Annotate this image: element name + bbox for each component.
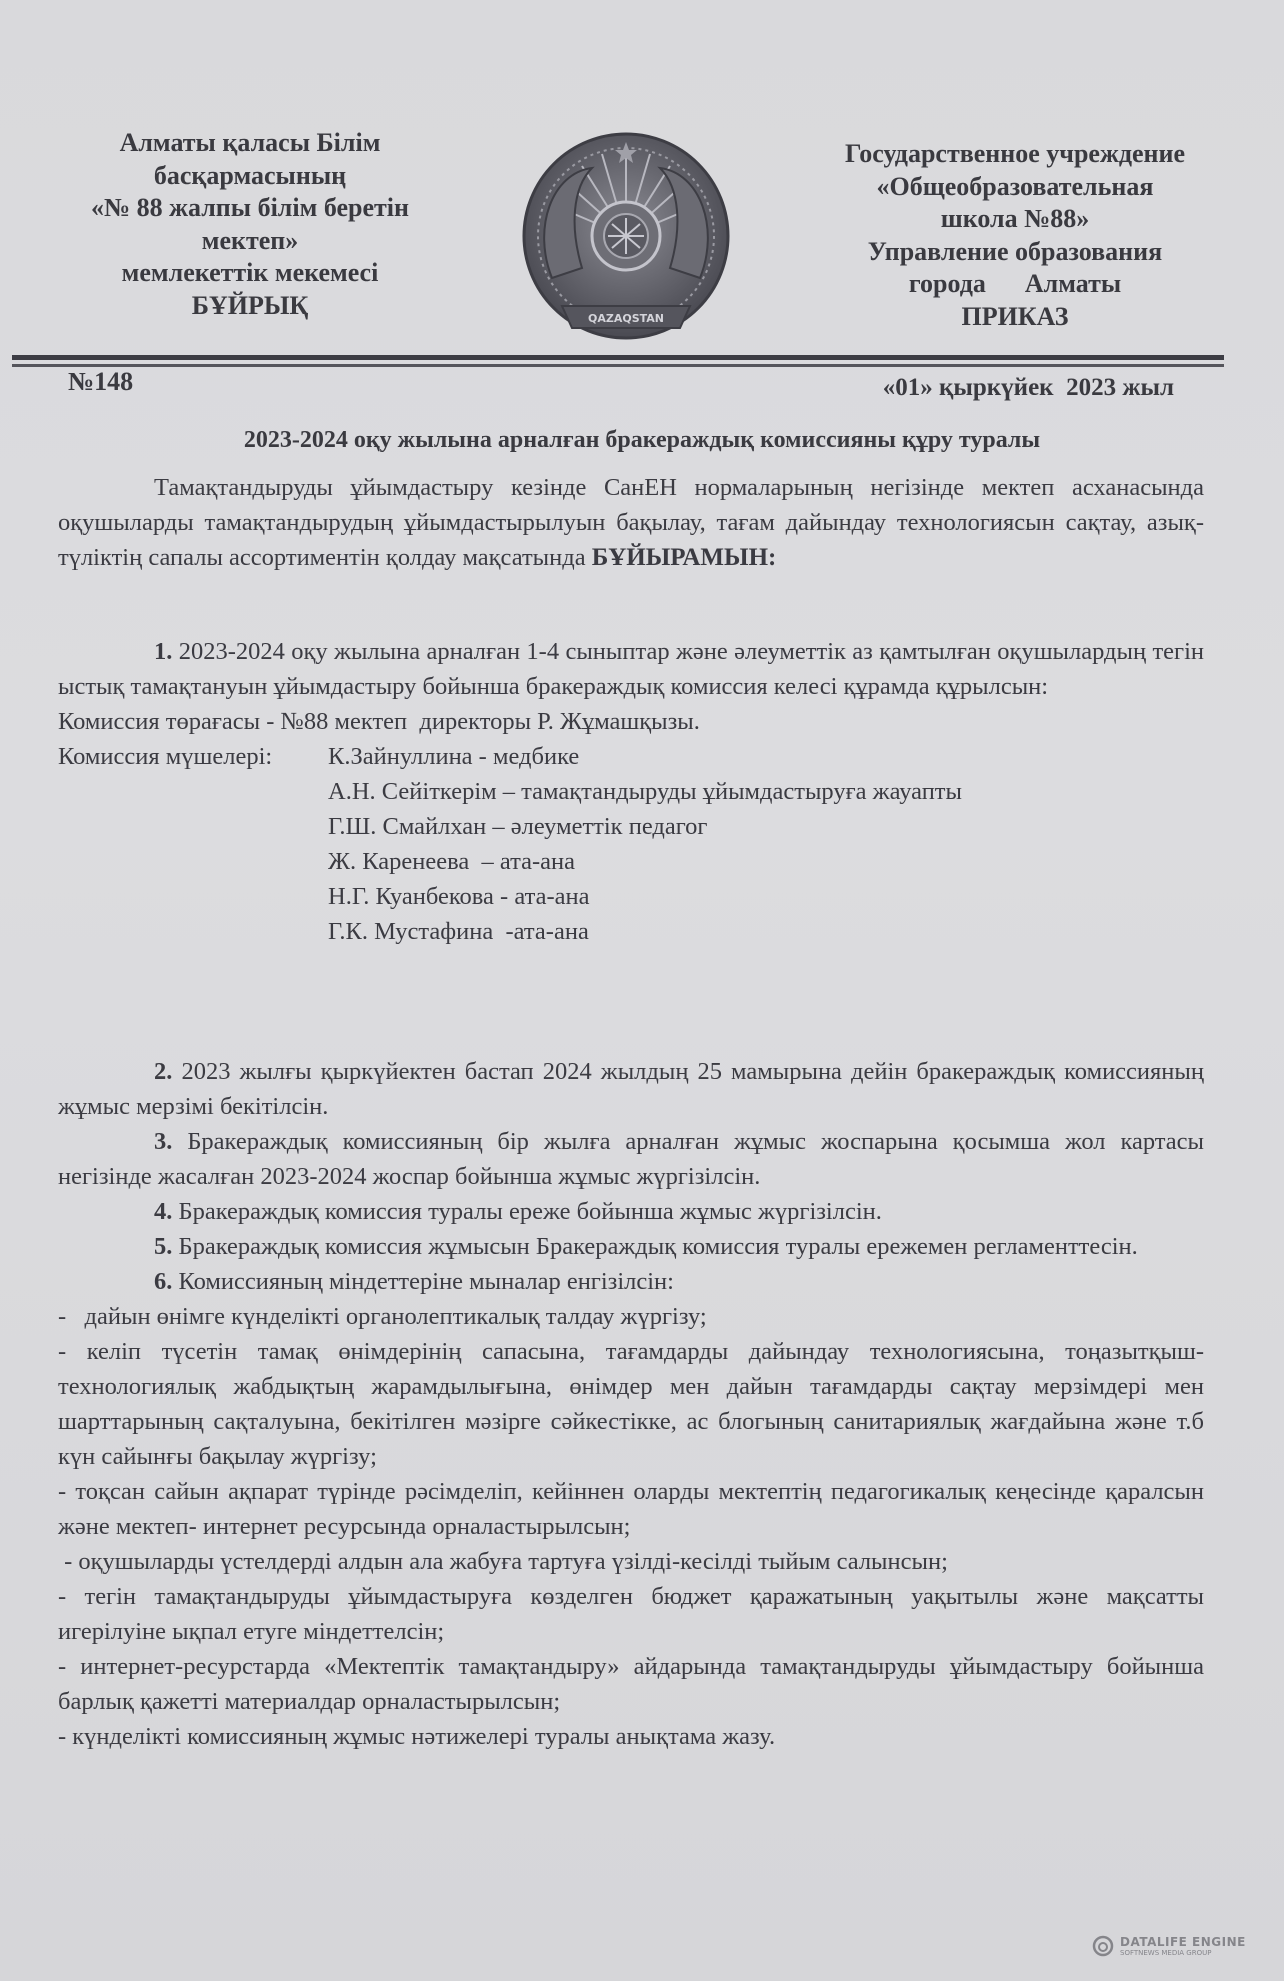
watermark-subtitle: SOFTNEWS MEDIA GROUP bbox=[1120, 1948, 1212, 1957]
document-body bbox=[58, 470, 1204, 575]
item-text: Комиссияның міндеттеріне мыналар енгізілсін: bbox=[172, 1268, 674, 1295]
order-item bbox=[58, 1054, 1204, 1124]
commission-members bbox=[58, 739, 1204, 949]
item-text: Бракераждық комиссия туралы ереже бойынша жұмыс жүргізілсін. bbox=[172, 1198, 882, 1225]
duty-item: - интернет-ресурстарда «Мектептік тамақтандыру» айдарында тамақтандыруды ұйымдастыру бойынша барлық қажетті материалдар орналастырылсын; bbox=[58, 1653, 1204, 1715]
order-item bbox=[58, 1229, 1204, 1264]
header-line: школа №88» bbox=[940, 204, 1090, 233]
datalife-logo-icon bbox=[1092, 1935, 1114, 1957]
duty-item: - тегін тамақтандыруды ұйымдастыруға көзделген бюджет қаражатының уақытылы және мақсатты игерілуіне ықпал етуге міндеттелсін; bbox=[58, 1583, 1204, 1645]
items-block bbox=[58, 1054, 1204, 1754]
duty-item: - оқушыларды үстелдерді алдын ала жабуға тартуға үзілді-кесілді тыйым салынсын; bbox=[58, 1548, 948, 1575]
duty-item: - күнделікті комиссияның жұмыс нәтижелері туралы анықтама жазу. bbox=[58, 1723, 776, 1750]
order-date: «01» қыркүйек 2023 жыл bbox=[882, 374, 1174, 401]
header-line: «Общеобразовательная bbox=[876, 171, 1154, 201]
order-item bbox=[58, 1124, 1204, 1194]
item-text: Бракераждық комиссия жұмысын Бракераждық комиссия туралы ережемен регламенттесін. bbox=[172, 1233, 1138, 1260]
header-line: «№ 88 жалпы білім беретін bbox=[91, 193, 409, 222]
header-line: города Алматы bbox=[908, 269, 1122, 298]
member: А.Н. Сейіткерім – тамақтандыруды ұйымдастыруға жауапты bbox=[328, 778, 962, 805]
duty-item: - дайын өнімге күнделікті органолептикалық талдау жүргізу; bbox=[58, 1303, 707, 1330]
member-row bbox=[58, 739, 1204, 774]
item-text: 2023 жылғы қыркүйектен бастап 2024 жылдың 25 мамырына дейін бракераждық комиссияның жұмыс мерзімі бекітілсін. bbox=[58, 1058, 1204, 1120]
header-line: Государственное учреждение bbox=[844, 139, 1186, 168]
header-divider bbox=[12, 355, 1224, 360]
order-item bbox=[58, 634, 1204, 704]
decree-word: БҰЙЫРАМЫН: bbox=[591, 544, 777, 571]
document-title: 2023-2024 оқу жылына арналған бракераждық комиссияны құру туралы bbox=[243, 427, 1041, 453]
header-line: Управление образования bbox=[867, 236, 1163, 266]
order-item bbox=[58, 1194, 1204, 1229]
state-emblem-icon bbox=[512, 128, 740, 348]
duty-item: - келіп түсетін тамақ өнімдерінің сапасына, тағамдарды дайындау технологиясына, тоңазытқыш-технологиялық жабдықтың жарамдылығына, өнімдер мен дайын тағамдарды сақтау мерзімдері мен шарттарының сақталуына, бекітілген мәзірге сәйкестікке, ас блогының санитариялық жағдайына және т.б күн сайынғы бақылау жүргізу; bbox=[58, 1338, 1204, 1470]
commission-chair: Комиссия төрағасы - №88 мектеп директоры Р. Жұмашқызы. bbox=[58, 708, 700, 735]
header-line: мектеп» bbox=[201, 225, 299, 255]
member: К.Зайнуллина - медбике bbox=[328, 743, 580, 770]
order-label-russian: ПРИКАЗ bbox=[961, 301, 1069, 331]
preamble-text: Тамақтандыруды ұйымдастыру кезінде СанЕН нормаларының негізінде мектеп асханасында оқушыларды тамақтандырудың ұйымдастырылуын бақылау, тағам дайындау технологиясын сақтау, азық-түліктің сапалы ассортиментін қолдау мақсатында bbox=[58, 474, 1204, 571]
header-line: басқармасының bbox=[153, 160, 347, 190]
order-label-kazakh: БҰЙРЫҚ bbox=[191, 290, 309, 320]
item-number: 3. bbox=[154, 1128, 173, 1155]
watermark bbox=[1092, 1935, 1246, 1957]
member: Н.Г. Куанбекова - ата-ана bbox=[328, 883, 590, 910]
order-item bbox=[58, 1264, 1204, 1299]
duty-item: - тоқсан сайын ақпарат түрінде рәсімделіп, кейіннен оларды мектептің педагогикалық кеңесінде қаралсын және мектеп- интернет ресурсында орналастырылсын; bbox=[58, 1478, 1204, 1540]
item-number: 5. bbox=[154, 1233, 173, 1260]
item-text: 2023-2024 оқу жылына арналған 1-4 сыныптар және әлеуметтік аз қамтылған оқушылардың тегін ыстық тамақтануын ұйымдастыру бойынша бракераждық комиссия келесі құрамда құрылсын: bbox=[58, 638, 1204, 700]
header-kazakh bbox=[40, 127, 460, 322]
header-divider bbox=[12, 364, 1224, 367]
item-number: 6. bbox=[154, 1268, 173, 1295]
preamble bbox=[58, 470, 1204, 575]
header-russian bbox=[800, 138, 1230, 333]
item-number: 1. bbox=[154, 638, 173, 665]
member: Ж. Каренеева – ата-ана bbox=[328, 848, 575, 875]
order-number: №148 bbox=[68, 367, 134, 396]
watermark-title: DATALIFE ENGINE bbox=[1120, 1934, 1246, 1949]
member: Г.Ш. Смайлхан – әлеуметтік педагог bbox=[328, 813, 708, 840]
item-number: 2. bbox=[154, 1058, 173, 1085]
item-1-block bbox=[58, 634, 1204, 949]
members-label: Комиссия мүшелері: bbox=[58, 743, 273, 770]
emblem-text: QAZAQSTAN bbox=[588, 312, 664, 325]
member: Г.К. Мустафина -ата-ана bbox=[328, 918, 589, 945]
item-text: Бракераждық комиссияның бір жылға арналған жұмыс жоспарына қосымша жол картасы негізінде жасалған 2023-2024 жоспар бойынша жұмыс жүргізілсін. bbox=[58, 1128, 1204, 1190]
header-line: мемлекеттік мекемесі bbox=[121, 258, 379, 287]
item-number: 4. bbox=[154, 1198, 173, 1225]
header-line: Алматы қаласы Білім bbox=[119, 128, 381, 157]
